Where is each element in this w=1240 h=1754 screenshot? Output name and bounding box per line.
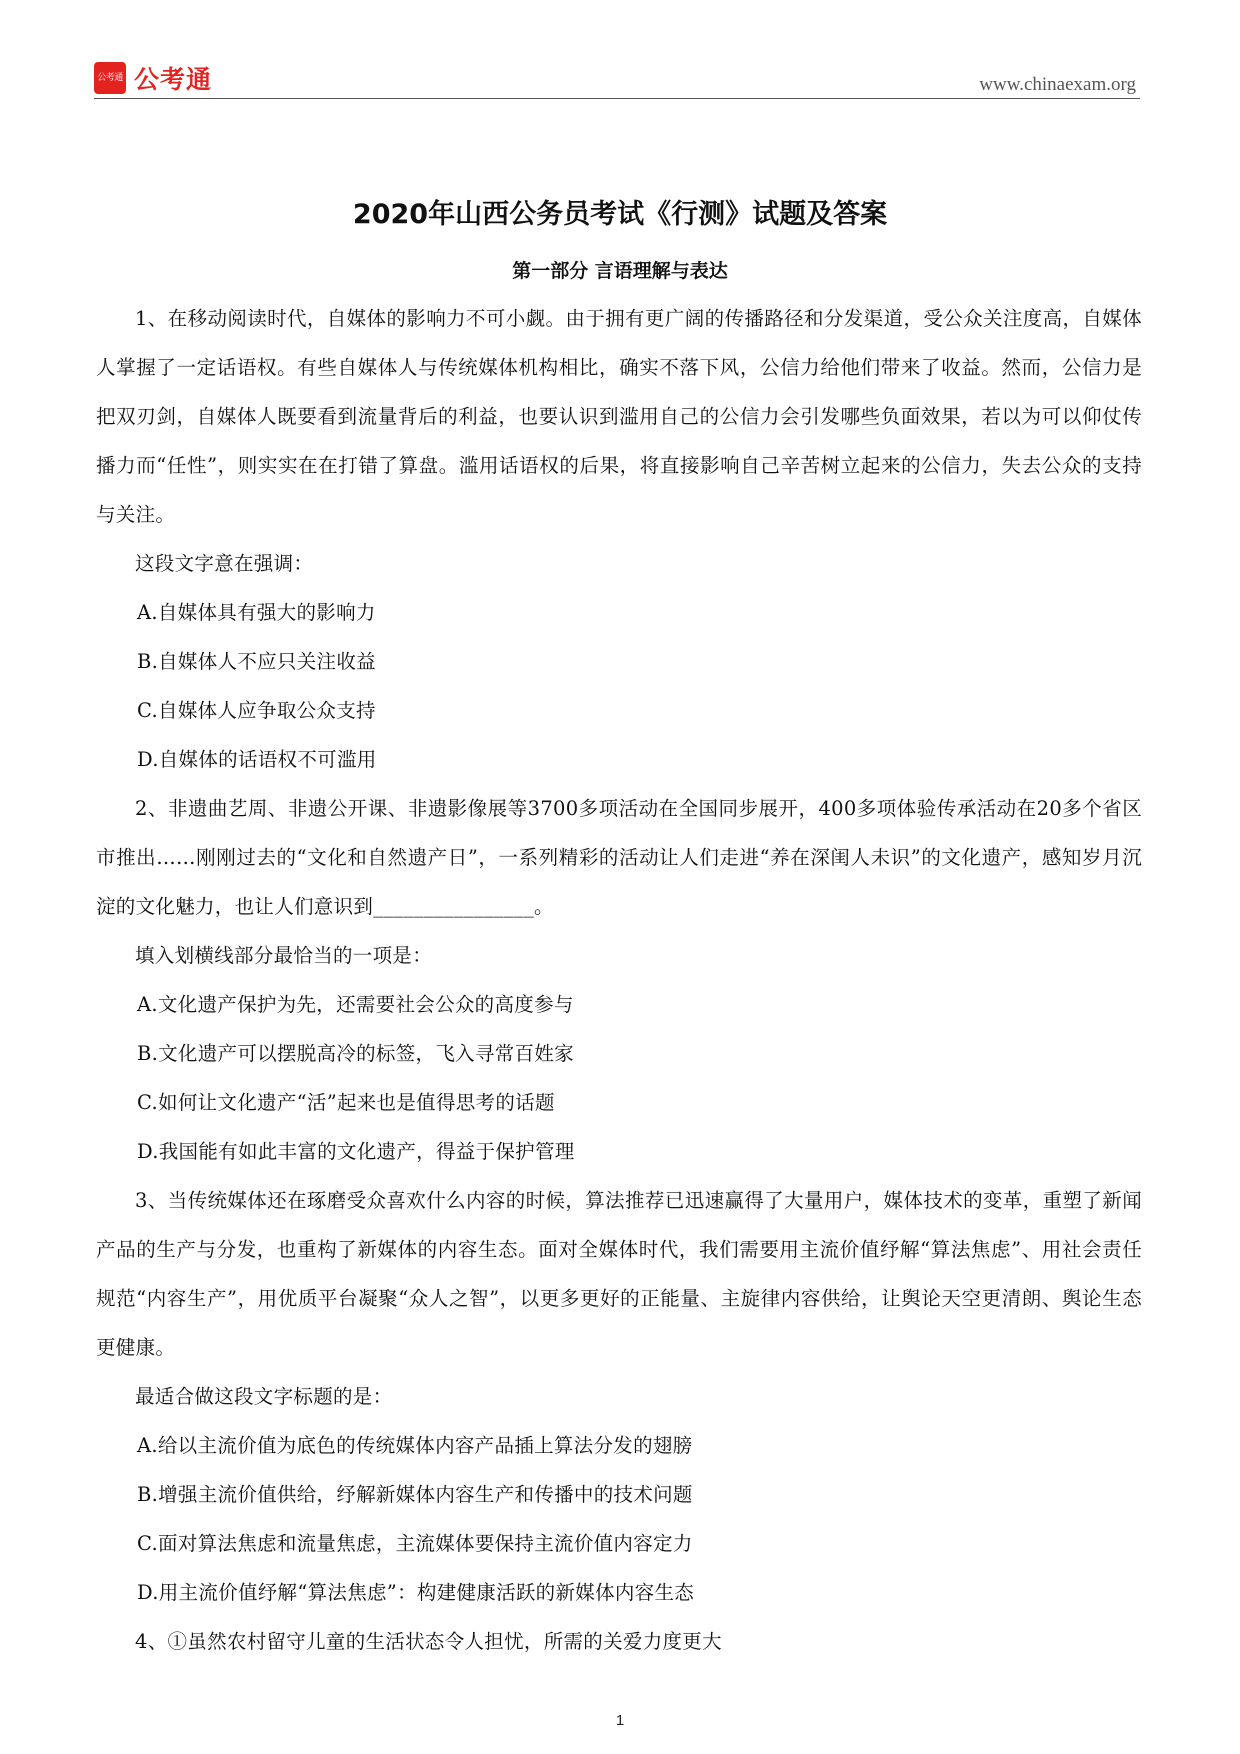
question-stem: 3、当传统媒体还在琢磨受众喜欢什么内容的时候，算法推荐已迅速赢得了大量用户，媒体技术的变革，重塑了新闻产品的生产与分发，也重构了新媒体的内容生态。面对全媒体时代，我们需要用主流价值纾解“算法焦虑”、用社会责任规范“内容生产”，用优质平台凝聚“众人之智”，以更多更好的正能量、主旋律内容供给，让舆论天空更清朗、舆论生态更健康。: [96, 1189, 1142, 1359]
option-a: A.自媒体具有强大的影响力: [137, 601, 376, 624]
question-prompt: 这段文字意在强调：: [135, 552, 314, 575]
logo-badge-icon: 公考通: [94, 62, 126, 94]
option-d: D.用主流价值纾解“算法焦虑”：构建健康活跃的新媒体内容生态: [137, 1581, 695, 1604]
question-4: [96, 1617, 1142, 1666]
page-header: [94, 60, 1140, 99]
page-number: 1: [615, 1712, 625, 1729]
option-b: B.增强主流价值供给，纾解新媒体内容生产和传播中的技术问题: [137, 1483, 693, 1506]
option-d: D.我国能有如此丰富的文化遗产，得益于保护管理: [137, 1140, 575, 1163]
question-prompt: 填入划横线部分最恰当的一项是：: [135, 944, 433, 967]
option-c: C.自媒体人应争取公众支持: [137, 699, 376, 722]
site-url[interactable]: www.chinaexam.org: [979, 74, 1136, 95]
option-a: A.给以主流价值为底色的传统媒体内容产品插上算法分发的翅膀: [137, 1434, 693, 1457]
option-a: A.文化遗产保护为先，还需要社会公众的高度参与: [137, 993, 574, 1016]
question-stem: 2、非遗曲艺周、非遗公开课、非遗影像展等3700多项活动在全国同步展开，400多项体验传承活动在20多个省区市推出……刚刚过去的“文化和自然遗产日”，一系列精彩的活动让人们走进“养在深闺人未识”的文化遗产，感知岁月沉淀的文化魅力，也让人们意识到________________。: [96, 797, 1142, 918]
logo: [94, 60, 212, 96]
question-stem: 1、在移动阅读时代，自媒体的影响力不可小觑。由于拥有更广阔的传播路径和分发渠道，受公众关注度高，自媒体人掌握了一定话语权。有些自媒体人与传统媒体机构相比，确实不落下风，公信力给他们带来了收益。然而，公信力是把双刃剑，自媒体人既要看到流量背后的利益，也要认识到滥用自己的公信力会引发哪些负面效果，若以为可以仰仗传播力而“任性”，则实实在在打错了算盘。滥用话语权的后果，将直接影响自己辛苦树立起来的公信力，失去公众的支持与关注。: [96, 307, 1142, 526]
section-title: 第一部分 言语理解与表达: [512, 260, 728, 282]
question-stem: 4、①虽然农村留守儿童的生活状态令人担忧，所需的关爱力度更大: [135, 1630, 722, 1653]
option-b: B.文化遗产可以摆脱高冷的标签，飞入寻常百姓家: [137, 1042, 574, 1065]
document-body: [96, 294, 1142, 1666]
option-b: B.自媒体人不应只关注收益: [137, 650, 376, 673]
option-d: D.自媒体的话语权不可滥用: [137, 748, 377, 771]
question-2: [96, 784, 1142, 1176]
option-c: C.面对算法焦虑和流量焦虑，主流媒体要保持主流价值内容定力: [137, 1532, 693, 1555]
question-prompt: 最适合做这段文字标题的是：: [135, 1385, 393, 1408]
document-title: 2020年山西公务员考试《行测》试题及答案: [352, 199, 888, 230]
option-c: C.如何让文化遗产“活”起来也是值得思考的话题: [137, 1091, 555, 1114]
question-3: [96, 1176, 1142, 1617]
question-1: [96, 294, 1142, 784]
logo-text: 公考通: [134, 65, 213, 94]
